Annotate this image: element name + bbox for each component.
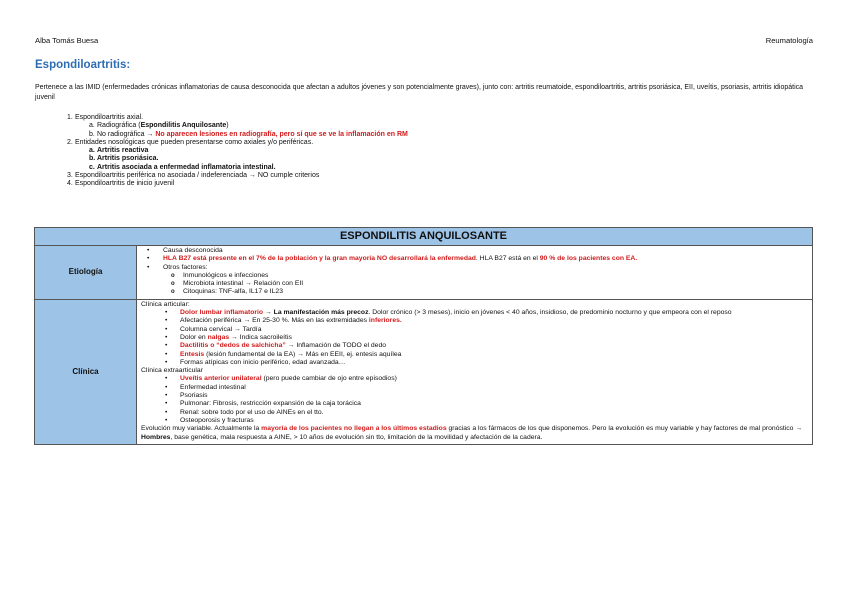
list-item: o Inmunológicos e infecciones (141, 272, 808, 280)
outline-item-1b: b. No radiográfica → No aparecen lesiones en radiografía, pero sí que se ve la inflamación en RM (89, 130, 408, 138)
list-item: o Citoquinas: TNF-alfa, IL17 e IL23 (141, 288, 808, 296)
outline-item-2c: c. Artritis asociada a enfermedad inflamatoria intestinal. (89, 163, 276, 171)
list-item: o Microbiota intestinal → Relación con EII (141, 280, 808, 288)
list-item: • Pulmonar: Fibrosis, restricción expansión de la caja torácica (141, 400, 808, 408)
intro-paragraph: Pertenece a las IMID (enfermedades crónicas inflamatorias de causa desconocida que afectan a adultos jóvenes y son potencialmente graves), junto con: artritis reumatoide, espondiloartritis, artritis psoriásica, EII, uveítis, psoriasis, artritis idiopática juvenil (35, 84, 804, 101)
outline-item-1: 1. Espondiloartritis axial. (67, 114, 144, 121)
author-name: Alba Tomás Buesa (35, 36, 99, 45)
evolution-paragraph: Evolución muy variable. Actualmente la mayoría de los pacientes no llegan a los últimos estadios gracias a los fármacos de los que disponemos. Pero la evolución es muy variable y hay factores de mal pronóstico → Hombres, base genética, mala respuesta a AINE, > 10 años de evolución sin tto, limitación de la movilidad y afectación de la cadera. (141, 425, 803, 441)
clinica-content (137, 299, 813, 444)
row-label-etiologia: Etiología (35, 246, 137, 300)
list-item: • Causa desconocida (141, 247, 808, 255)
list-item: • Osteoporosis y fracturas (141, 417, 808, 425)
outline-item-4: 4. Espondiloartritis de inicio juvenil (67, 180, 175, 188)
articular-heading: Clínica articular: (141, 300, 190, 308)
list-item: • Uveítis anterior unilateral (pero puede cambiar de ojo entre episodios) (141, 375, 808, 383)
extraarticular-heading: Clínica extraarticular (141, 367, 203, 375)
list-item: • HLA B27 está presente en el 7% de la población y la gran mayoría NO desarrollará la enfermedad. HLA B27 está en el 90 % de los pacientes con EA. (141, 255, 808, 263)
list-item: • Entesis (lesión fundamental de la EA) → Más en EEII, ej. entesis aquílea (141, 351, 808, 359)
list-item: • Columna cervical → Tardía (141, 326, 808, 334)
outline-item-2: 2. Entidades nosológicas que pueden presentarse como axiales y/o periféricas. (67, 138, 314, 146)
subject-name: Reumatología (765, 36, 813, 45)
outline-item-1a: a. Radiográfica (Espondilitis Anquilosante) (89, 122, 229, 130)
list-item: • Psoriasis (141, 392, 808, 400)
page-title: Espondiloartritis: (35, 59, 131, 71)
table-row (35, 246, 813, 300)
table-header: ESPONDILITIS ANQUILOSANTE (35, 228, 813, 246)
outline-item-2a: a. Artritis reactiva (89, 147, 149, 155)
list-item: • Dolor lumbar inflamatorio → La manifestación más precoz. Dolor crónico (> 3 meses), inicio en jóvenes < 40 años, insidioso, de predominio nocturno y que empeora con el reposo (141, 309, 808, 317)
list-item: • Afectación periférica → En 25-30 %. Más en las extremidades inferiores. (141, 317, 808, 325)
row-label-clinica: Clínica (35, 299, 137, 444)
ea-table (34, 227, 813, 445)
list-item: • Renal: sobre todo por el uso de AINEs en el tto. (141, 409, 808, 417)
etiologia-content (137, 246, 813, 300)
list-item: • Formas atípicas con inicio periférico, edad avanzada… (141, 359, 808, 367)
table-row (35, 299, 813, 444)
outline-item-2b: b. Artritis psoriásica. (89, 155, 159, 163)
list-item: • Dactilitis o “dedos de salchicha” → Inflamación de TODO el dedo (141, 342, 808, 350)
outline-item-3: 3. Espondiloartritis periférica no asociada / indeferenciada → NO cumple criterios (67, 172, 320, 180)
page-header (35, 37, 813, 47)
list-item: • Dolor en nalgas → Indica sacroileítis (141, 334, 808, 342)
list-item: • Otros factores: (141, 264, 808, 272)
list-item: • Enfermedad intestinal (141, 384, 808, 392)
classification-outline (35, 114, 815, 189)
